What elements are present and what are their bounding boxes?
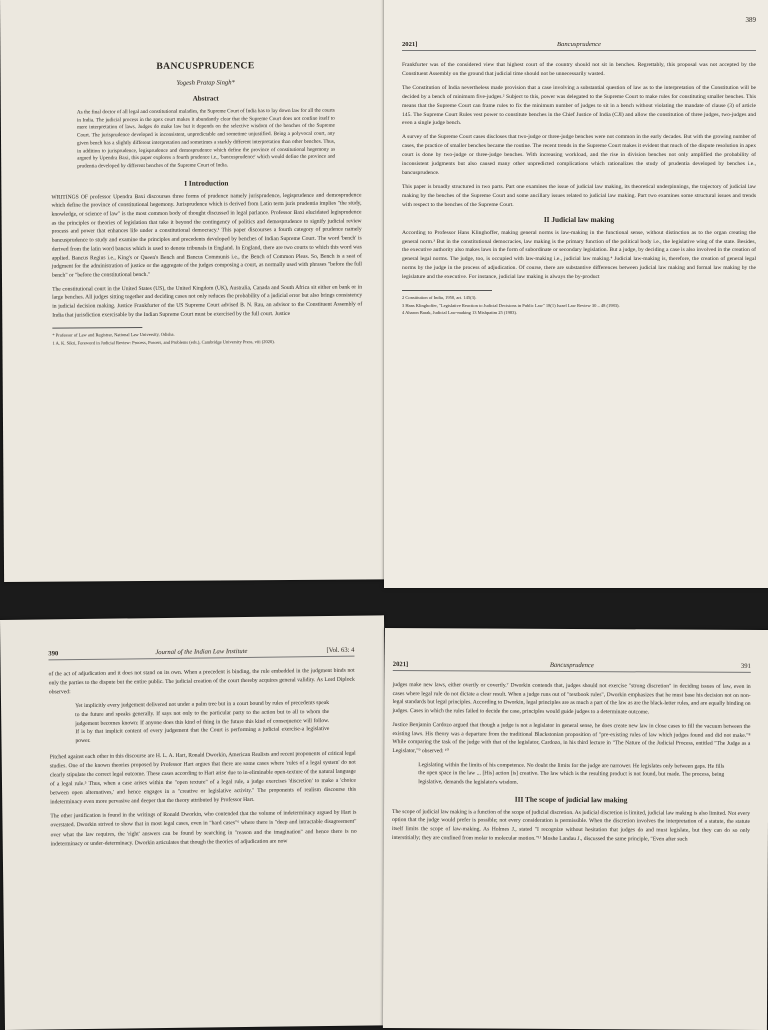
running-header xyxy=(402,16,756,51)
page-388-content xyxy=(50,59,364,573)
page-number: 391 xyxy=(740,662,751,670)
abstract-heading: Abstract xyxy=(192,94,219,103)
paragraph: This paper is broadly structured in two parts. Part one examines the issue of judicial law making, its theoretical underpinnings, the trajectory of judicial law making by the benches of the Supreme Court and some ancillary issues related to judicial law making. Part two examines some structural issues and trends with respect to the benches of the Supreme Court. xyxy=(402,183,756,208)
header-title: Bancusprudence xyxy=(549,661,594,670)
header-title: Journal of the Indian Law Institute xyxy=(155,647,248,657)
running-header xyxy=(393,656,751,673)
footnotes xyxy=(402,295,756,317)
page-390 xyxy=(0,615,389,1030)
abstract-text: As the final doctor of all legal and constitutional maladies, the Supreme Court of India has to lay down law for all the courts in India. The judicial process in the apex court makes it abundantly clear that the Supreme Court does not confine itself to mere interpretation of laws. Judges do make law but it depends on the selective wisdom of the benches of the Supreme Court. The jurisprudence developed is inconsistent, unpredictable and sometime unjustified. Being a polyvocal court, any given bench has a slightly different interpretation and sometimes a starkly different interpretation than other benches. Thus, in addition to jurisprudence, legisprudence and demosprudence which define the province of constitutional hegemony as argued by Upendra Baxi, this paper explores a fourth prudence i.e., 'bancusprudence' which would define the province and prudentia developed by different benches of the Supreme Court of India. xyxy=(76,107,336,170)
footnote: * Professor of Law and Registrar, National Law University, Odisha. xyxy=(52,332,175,339)
page-388 xyxy=(0,0,388,582)
footnote-divider xyxy=(52,327,142,329)
paragraph: Justice Benjamin Cardozo argued that though a judge is not a legislator in general sense, he does create new law in close cases to fill the vacuum between the existing laws. His theory was a departure from the traditional Blackstonian proposition of "pre-existing rules of law which judges found and did not make."⁸ While comparing the task of the judge with that of the legislator, Cardozo, in his third lecture in "The Nature of the Judicial Process, entitled "The Judge as a Legislator,"⁹ observed: ¹⁰ xyxy=(392,721,751,755)
page-number: 389 xyxy=(745,16,756,24)
footnote: 3 Hans Klinghoffer, "Legislative Reaction to Judicial Decisions in Public Law" 18(1) Israel Law Review 30 – 48 (1983). xyxy=(402,302,620,308)
paragraph: Pitched against each other in this discourse are H. L. A. Hart, Ronald Dworkin, American Realists and recent proponents of critical legal studies. One of the known theories proposed by Professor Hart argues that there are some cases where 'rules of a legal system' do not clearly stipulate the correct legal outcome. These cases according to Hart arise due to in-eliminable open-texture of the natural language of a legal rule.⁵ Thus, when a case arises within the "open texture" of a legal rule, a judge exercises 'discretion' to make a 'choice between open alternatives,' and hence engages in a "creative or legislative activity." The proponents of realism discourse this indeterminacy even more pervasive and deeper that the theory attributed by Professor Hart. xyxy=(49,750,357,806)
footnotes xyxy=(52,331,362,347)
paragraph: of the act of adjudication and it does not stand on its own. When a precedent is binding, the rule embedded in the judgment binds not only the parties to the dispute but the entire public. The judicial creation of the court thereby acquires general validity. As Lord Diplock observed: xyxy=(48,667,355,696)
paragraph: The scope of judicial law making is a function of the scope of judicial discretion. As judicial discretion is limited, judicial law making is also limited. Not every option that the judge would prefer is possible; not every consideration is permissible. When the discretion involves the interpretation of a statute, the statute itself limits the scope of law-making. As Holmes J., stated "I recognize without hesitation that judges do and must legislate, but they can do so only interstitially; they are confined from molar to molecular motion."¹¹ Moshe Landau J., discussed the same principle, "Even after such xyxy=(391,808,751,843)
footnote: 1 A. K. Sikri, Foreword in Judicial Review: Process, Powers, and Problems (eds.), Cambridge University Press, viii (2020). xyxy=(52,339,275,346)
article-author: Yogesh Pratap Singh* xyxy=(176,79,235,87)
block-quote: Yet implicitly every judgement delivered not under a palm tree but in a court bound by rules of precedents speak to the future and speaks generally. If says not only to the particular party to the action but to all to whom the judgement becomes known: If anyone does this kind of thing in the future this kind of consequence will follow. If is by that implicit content of every judgement that the Court is performing a judicial exercise-a legislative power. xyxy=(75,700,330,745)
page-number: 390 xyxy=(48,650,59,658)
running-header xyxy=(48,642,354,661)
header-year: 2021] xyxy=(402,41,418,48)
article-title: BANCUSPRUDENCE xyxy=(156,60,255,72)
block-quote: Legislating within the limits of his competence. No doubt the limits for the judge are narrower. He legislates only between gaps. He fills the open space in the law ... [His] action [is] creative. The law which is the resulting product is not found, but made. The process, being legislative, demands the legislator's wisdom. xyxy=(418,761,725,786)
page-389 xyxy=(384,0,768,588)
section-heading-scope: III The scope of judicial law making xyxy=(514,794,628,805)
paragraph: According to Professor Hans Klinghoffer, making general norms is law-making in the functional sense, without distinction as to the organ creating the general norm.³ But in the constitutional democracies, law making is the primary function of the political body i.e., the legislative wing of the state. Besides, the executive authority also makes laws in the form of subordinate or secondary legislation. But a judge, by deciding a case is also involved in the creation of general legal norms. The judge, too, is occupied with law-making i.e., judicial law making.⁴ Judicial law-making is, therefore, the creation of general legal norms by the judge in the process of adjudication. Of course, there are substantive differences between judicial law making and formal law making by the legislature and the executive. For instance, judicial law making is always the by-product xyxy=(402,229,756,281)
header-year: 2021] xyxy=(392,661,409,669)
page-390-content xyxy=(48,642,359,1022)
header-volume: [Vol. 63: 4 xyxy=(326,646,355,655)
paragraph: Frankfurter was of the considered view that highest court of the country should not sit in benches. Regrettably, this proposal was not accepted by the Constituent Assembly on the ground that judicial time should not be unnecessarily wasted. xyxy=(402,62,756,77)
header-title: Bancusprudence xyxy=(557,41,601,48)
footnote: 2 Constitution of India, 1950, art. 145(3). xyxy=(402,295,477,301)
page-389-content xyxy=(402,16,756,580)
section-heading-introduction: I Introduction xyxy=(184,178,229,188)
paragraph: WRITINGS OF professor Upendra Baxi discourses three forms of prudence namely jurisprudence, legisprudence and demosprudence which define the province of constitutional hegemony. Jurisprudence which is derived from Latin term juris prudentia implies "the study, knowledge, or science of law" is the most common body of thought discussed in legal parlance. Professor Baxi elucidated legisprudence as the principles or theories of legislation that take it beyond the contingency of politics and demosprudence to signify judicial review process and power that enhances life under a constitutional democracy.¹ This paper discourses a fourth category of prudence namely bancusprudence to study and examine the principles and precedents developed by benches of Indian Supreme Court. The word 'bench' is derived from the latin word bancus which is used to denote tribunals in England. In England, there are two courts to which this word was applied. Bancus Regius i.e., King's or Queen's Bench and Bancus Communis i.e., the Bench of Common Pleas. So, Bench is a seat of judgment for the administration of justice or the aggregate of the judges composing a court, as normally used with phrases "before the full bench" or "before the constitutional bench." xyxy=(51,192,362,279)
paragraph: The other justification is found in the writings of Ronald Dworkin, who contended that the volume of indeterminacy argued by Hart is overstated. Dworkin strived to show that in most legal cases, even in "hard cases"⁶ where there is "deep and intractable disagreement" over what the law requires, the 'right' answers can be found by searching in "reason and the imagination" and hence there is no indeterminacy or under-determinacy. Dworkin articulates that though the theories of adjudication are now xyxy=(50,810,357,848)
page-391 xyxy=(383,628,768,1030)
paragraph: A survey of the Supreme Court cases discloses that two-judge or three-judge benches were not common in the early decades. But with the growing number of cases, the practice of smaller benches became the routine. The recent trends in the Supreme Court makes it evident that much of the dispute resolution in apex court is done by two-judge or three-judge benches. With increasing workload, and the rise in division benches not only amplified the probability of inconsistent judgments but also caused many other unpredicted complications which rationalizes the study of prudentia developed by benches i.e., bancusprudence. xyxy=(402,134,756,176)
footnote-divider xyxy=(402,290,492,291)
paragraph: The constitutional court in the United States (US), the United Kingdom (UK), Australia, Canada and South Africa sit either en bank or in large benches. All judges sitting together and deciding cases not only reduces the probability of a judicial error but also brings consistency in judicial decision making. Justice Frankfurter of the US Supreme Court advised B. N. Rau, an advisor to the Constituent Assembly of India that jurisdiction exercisable by the Indian Supreme Court must be exercised by the full court. Justice xyxy=(52,284,363,319)
paragraph: judges make new laws, either overtly or covertly.⁷ Dworkin contends that, judges should not exercise "strong discretion" in deciding issues of law, even in cases where legal rule do not dictate a clear result. When a judge runs out of "textbook rules", Dworkin emphasizes that he must base his decision not on non-legal standards but legal principles. According to Dworkin, legal principles are as much a part of the law as are the black-letter rules, and are equally binding on judges. Cases in which the rules failed to decide the case, principles would guide judges to a determinate outcome. xyxy=(392,682,751,716)
paragraph: The Constitution of India nevertheless made provision that a case involving a substantial question of law as to the interpretation of the Constitution will be decided by a bench of minimum five-judges.² Subject to this, power was delegated to the Supreme Court to make rules for constituting smaller benches. This means that the Supreme Court can frame rules to fix the minimum number of judges to sit in a bench without violating the mandate of clause (3) of article 145. The Supreme Court Rules vest power to constitute benches in the Chief Justice of India (CJI) and allow the constitution of three judges, two-judges and even a single judge bench. xyxy=(402,84,756,127)
page-391-content xyxy=(391,656,751,1022)
section-heading-judicial-law-making: II Judicial law making xyxy=(543,214,615,224)
footnote: 4 Aharon Barak, Judicial Law-making 13 Mishpatim 25 (1983). xyxy=(402,310,517,316)
